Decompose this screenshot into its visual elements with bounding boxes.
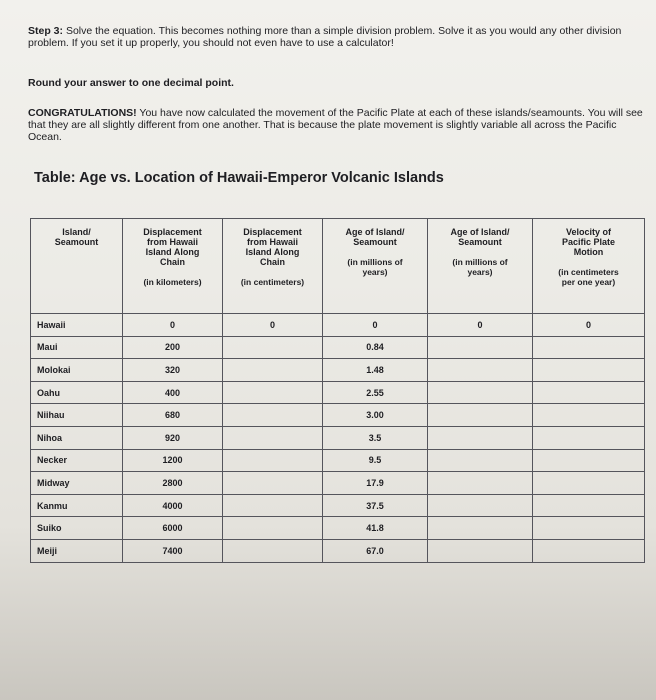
table-row [31,336,645,359]
cell-velocity[interactable] [533,494,645,517]
cell-age-years-b[interactable] [428,404,533,427]
table-body [31,314,645,563]
cell-island: Kanmu [31,494,123,517]
congratulations-paragraph [28,107,646,143]
table-row [31,359,645,382]
cell-island: Maui [31,336,123,359]
cell-island: Nihoa [31,426,123,449]
cell-velocity[interactable] [533,404,645,427]
cell-displacement-km: 4000 [123,494,223,517]
cell-displacement-km: 200 [123,336,223,359]
cell-velocity[interactable] [533,336,645,359]
header-label: Island/ Seamount [54,227,99,247]
header-unit: (in centimeters per one year) [558,267,619,287]
cell-velocity[interactable] [533,517,645,540]
header-unit: (in millions of years) [452,257,508,277]
cell-displacement-km: 680 [123,404,223,427]
cell-age-years-b[interactable] [428,517,533,540]
table-row [31,517,645,540]
cell-displacement-km: 1200 [123,449,223,472]
step-3-paragraph [28,25,646,49]
header-label: Velocity of Pacific Plate Motion [561,227,616,257]
header-label: Displacement from Hawaii Island Along Chain [243,227,302,267]
cell-displacement-cm[interactable] [223,336,323,359]
cell-age-years-a: 67.0 [323,539,428,562]
table-row [31,494,645,517]
cell-age-years-b[interactable] [428,449,533,472]
cell-age-years-b[interactable] [428,494,533,517]
cell-age-years-b[interactable] [428,539,533,562]
table-row [31,449,645,472]
step-3-label: Step 3: [28,24,64,37]
cell-island: Suiko [31,517,123,540]
congratulations-text: You have now calculated the movement of the Pacific Plate at each of these islands/seamounts. You will see that they are all slightly different from one another. That is because the plate movement is slightly variable all across the Pacific Ocean. [28,106,643,143]
header-island [31,219,123,314]
table-row [31,381,645,404]
cell-displacement-cm[interactable] [223,404,323,427]
table-row [31,314,645,337]
cell-island: Niihau [31,404,123,427]
table-title: Table: Age vs. Location of Hawaii-Emperor Volcanic Islands [34,170,444,186]
cell-age-years-b[interactable] [428,359,533,382]
cell-age-years-a: 2.55 [323,381,428,404]
cell-age-years-a: 3.5 [323,426,428,449]
cell-age-years-a: 41.8 [323,517,428,540]
header-unit: (in centimeters) [240,277,305,287]
cell-velocity[interactable] [533,426,645,449]
cell-displacement-km: 400 [123,381,223,404]
cell-displacement-cm[interactable] [223,426,323,449]
table-row [31,539,645,562]
cell-displacement-cm[interactable] [223,539,323,562]
cell-island: Molokai [31,359,123,382]
header-displacement-km [123,219,223,314]
cell-displacement-cm[interactable] [223,449,323,472]
cell-displacement-km: 0 [123,314,223,337]
cell-age-years-a: 3.00 [323,404,428,427]
cell-age-years-a: 17.9 [323,472,428,495]
header-velocity [533,219,645,314]
header-row [31,219,645,314]
cell-island: Midway [31,472,123,495]
table-row [31,426,645,449]
header-label: Age of Island/ Seamount [450,227,510,247]
cell-age-years-a: 37.5 [323,494,428,517]
cell-velocity[interactable]: 0 [533,314,645,337]
cell-age-years-a: 1.48 [323,359,428,382]
cell-island: Necker [31,449,123,472]
data-table [30,218,645,563]
cell-displacement-km: 7400 [123,539,223,562]
cell-displacement-cm[interactable] [223,472,323,495]
header-unit: (in millions of years) [347,257,403,277]
header-label: Displacement from Hawaii Island Along Chain [143,227,202,267]
cell-displacement-cm[interactable] [223,359,323,382]
round-note: Round your answer to one decimal point. [28,76,234,89]
header-age-years-a [323,219,428,314]
cell-velocity[interactable] [533,359,645,382]
cell-island: Hawaii [31,314,123,337]
cell-velocity[interactable] [533,539,645,562]
cell-age-years-a: 0 [323,314,428,337]
cell-age-years-b[interactable] [428,426,533,449]
table-row [31,404,645,427]
cell-displacement-km: 920 [123,426,223,449]
cell-displacement-cm[interactable] [223,381,323,404]
cell-island: Oahu [31,381,123,404]
cell-displacement-cm[interactable] [223,517,323,540]
cell-age-years-b[interactable] [428,472,533,495]
header-age-years-b [428,219,533,314]
cell-age-years-a: 9.5 [323,449,428,472]
cell-displacement-cm[interactable] [223,494,323,517]
cell-velocity[interactable] [533,449,645,472]
table-row [31,472,645,495]
cell-velocity[interactable] [533,381,645,404]
cell-age-years-b[interactable]: 0 [428,314,533,337]
step-3-text: Solve the equation. This becomes nothing more than a simple division problem. Solve it as you would any other division problem. If you set it up properly, you should not even have to use a calculator! [28,24,622,49]
cell-island: Meiji [31,539,123,562]
cell-age-years-a: 0.84 [323,336,428,359]
header-unit: (in kilometers) [143,277,202,287]
cell-displacement-km: 6000 [123,517,223,540]
congratulations-label: CONGRATULATIONS! [28,106,137,119]
cell-age-years-b[interactable] [428,336,533,359]
cell-displacement-km: 320 [123,359,223,382]
header-label: Age of Island/ Seamount [345,227,405,247]
cell-velocity[interactable] [533,472,645,495]
cell-age-years-b[interactable] [428,381,533,404]
header-displacement-cm [223,219,323,314]
cell-displacement-cm[interactable]: 0 [223,314,323,337]
cell-displacement-km: 2800 [123,472,223,495]
